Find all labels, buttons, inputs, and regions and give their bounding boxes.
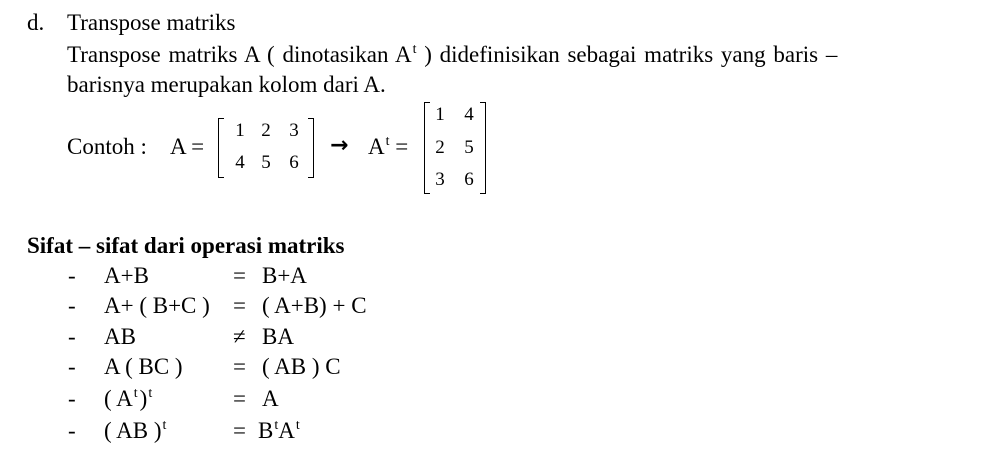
section-title: Transpose matriks xyxy=(67,10,236,35)
definition-line-2: barisnya merupakan kolom dari A. xyxy=(67,72,386,97)
list-bullet: - xyxy=(68,354,76,379)
matrix-a-left-bracket xyxy=(218,118,224,178)
property-lhs-text: AB xyxy=(104,324,136,349)
list-bullet: - xyxy=(68,386,76,411)
definition-text-a: Transpose matriks A ( dinotasikan A xyxy=(67,42,412,67)
matrix-a-cell: 6 xyxy=(289,152,299,173)
matrix-a-transpose xyxy=(424,102,486,194)
matrix-a-cell: 2 xyxy=(261,120,271,141)
property-operator: = xyxy=(233,293,246,318)
list-bullet: - xyxy=(68,263,76,288)
property-operator: ≠ xyxy=(233,324,246,349)
property-operator: = xyxy=(233,386,246,411)
definition-line-1 xyxy=(67,42,837,72)
property-rhs-text: A xyxy=(262,386,279,411)
property-lhs xyxy=(104,386,152,416)
property-rhs-tail-superscript: t xyxy=(295,418,300,433)
property-rhs xyxy=(262,324,294,350)
matrix-a-right-bracket xyxy=(308,118,314,178)
property-rhs-text: BA xyxy=(262,324,294,349)
matrix-a-cell: 1 xyxy=(235,120,245,141)
section-marker: d. xyxy=(27,10,45,35)
matrix-at-left-bracket xyxy=(424,102,430,194)
property-lhs-superscript: t xyxy=(162,418,167,433)
property-operator: = xyxy=(233,354,246,379)
matrix-at-cell: 4 xyxy=(464,104,474,125)
property-rhs xyxy=(262,293,367,319)
matrix-a-cell: 3 xyxy=(289,120,299,141)
property-operator: = xyxy=(233,418,246,443)
property-rhs xyxy=(258,418,300,448)
property-lhs xyxy=(104,418,166,448)
property-lhs-text: A+ ( B+C ) xyxy=(104,293,210,318)
property-rhs xyxy=(262,263,307,289)
example-rhs xyxy=(368,134,408,164)
example-label: Contoh : xyxy=(67,134,147,159)
property-lhs-text: ( AB ) xyxy=(104,418,162,443)
matrix-a-cell: 4 xyxy=(235,152,245,173)
property-lhs xyxy=(104,293,210,319)
property-lhs-text: ( A xyxy=(104,386,133,411)
matrix-a xyxy=(218,118,314,178)
matrix-at-cell: 1 xyxy=(435,104,445,125)
property-lhs-text: A+B xyxy=(104,263,149,288)
matrix-a-cell: 5 xyxy=(261,152,271,173)
property-rhs-superscript: t xyxy=(274,418,279,433)
matrix-at-cell: 6 xyxy=(464,169,474,190)
property-lhs xyxy=(104,324,136,350)
property-lhs xyxy=(104,354,183,380)
property-rhs-text: B+A xyxy=(262,263,307,288)
property-lhs xyxy=(104,263,149,289)
list-bullet: - xyxy=(68,324,76,349)
property-rhs-text: ( AB ) C xyxy=(262,354,341,379)
property-lhs-superscript: t xyxy=(133,386,138,401)
property-rhs-text: ( A+B) + C xyxy=(262,293,367,318)
example-rhs-equals: = xyxy=(395,134,409,159)
matrix-at-cell: 5 xyxy=(464,137,474,158)
property-lhs-tail: ) xyxy=(139,386,148,411)
example-rhs-superscript: t xyxy=(385,134,390,149)
matrix-at-cell: 3 xyxy=(435,169,445,190)
property-lhs-text: A ( BC ) xyxy=(104,354,183,379)
matrix-at-right-bracket xyxy=(480,102,486,194)
property-rhs xyxy=(262,386,279,412)
arrow-icon: → xyxy=(330,133,349,158)
property-rhs xyxy=(262,354,341,380)
matrix-at-cell: 2 xyxy=(435,137,445,158)
list-bullet: - xyxy=(68,293,76,318)
property-rhs-tail: A xyxy=(278,418,295,443)
example-rhs-base: A xyxy=(368,134,385,159)
list-bullet: - xyxy=(68,418,76,443)
property-operator: = xyxy=(233,263,246,288)
property-lhs-tail-superscript: t xyxy=(148,386,153,401)
properties-heading: Sifat – sifat dari operasi matriks xyxy=(27,233,345,258)
definition-text-b: ) didefinisikan sebagai matriks yang baris – xyxy=(424,42,838,67)
example-lhs: A = xyxy=(170,134,205,159)
property-rhs-text: B xyxy=(258,418,274,443)
definition-superscript: t xyxy=(412,42,417,57)
